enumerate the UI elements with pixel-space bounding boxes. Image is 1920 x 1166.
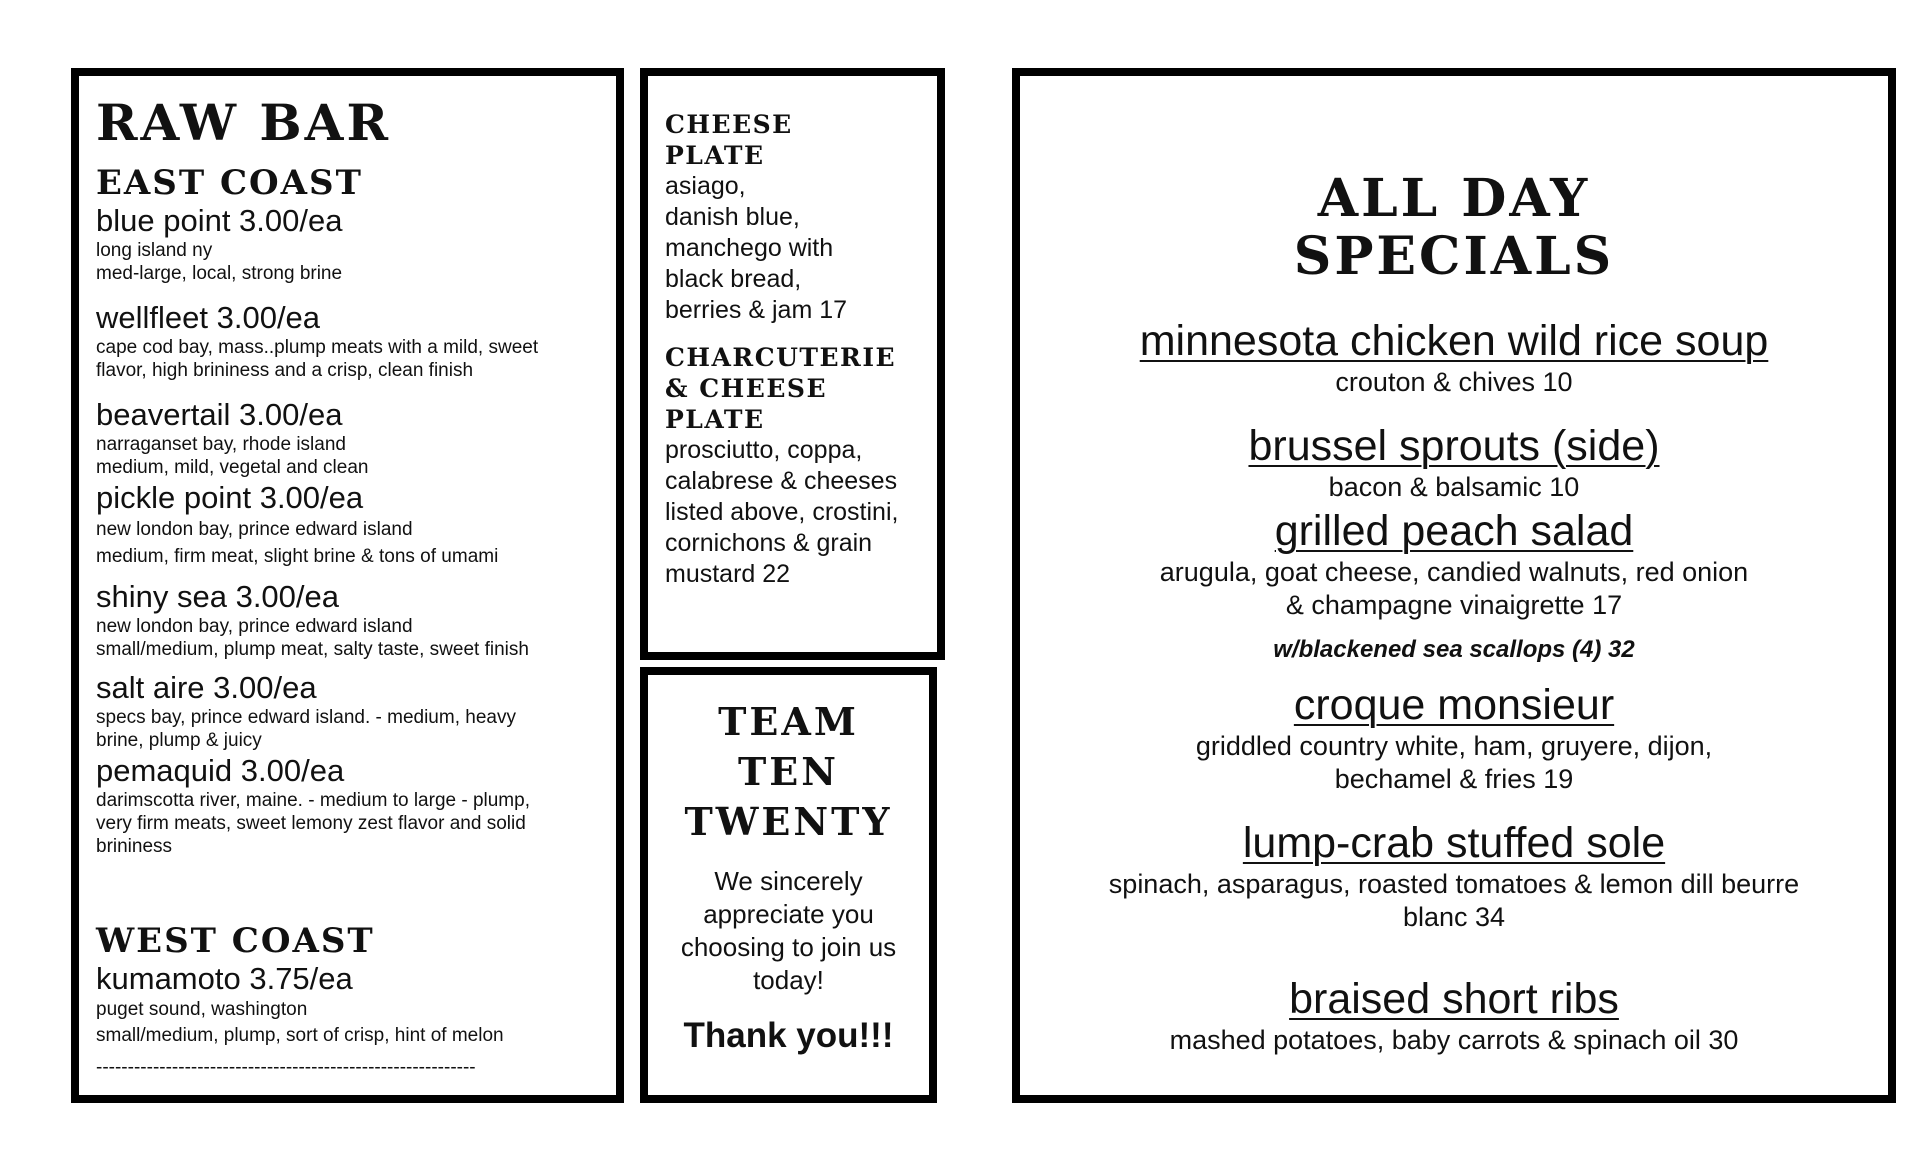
- cheese-panel: [640, 68, 945, 660]
- special-desc: bacon & balsamic 10: [1328, 472, 1580, 502]
- dashed-divider: ------------------------------------------------------------: [96, 1057, 476, 1078]
- special-item: [1020, 974, 1888, 1057]
- special-desc: spinach, asparagus, roasted tomatoes & lemon dill beurre blanc 34: [1108, 869, 1800, 932]
- oyster-name: kumamoto 3.75/ea: [96, 961, 353, 996]
- oyster-desc: darimscotta river, maine. - medium to large - plump, very firm meats, sweet lemony zest flavor and solid brininess: [96, 790, 530, 857]
- oyster-desc: narraganset bay, rhode island medium, mild, vegetal and clean: [96, 434, 369, 478]
- west-coast-title: WEST COAST: [96, 921, 375, 961]
- oyster-name: salt aire 3.00/ea: [96, 670, 317, 705]
- special-name: lump-crab stuffed sole: [1242, 819, 1666, 867]
- special-desc: crouton & chives 10: [1335, 367, 1573, 397]
- special-name: croque monsieur: [1293, 681, 1615, 729]
- oyster-item: [96, 578, 602, 661]
- oyster-name: wellfleet 3.00/ea: [96, 300, 321, 335]
- oyster-name: pickle point 3.00/ea: [96, 480, 364, 515]
- oyster-desc: puget sound, washington small/medium, plump, sort of crisp, hint of melon: [96, 999, 504, 1046]
- oyster-desc: new london bay, prince edward island small/medium, plump meat, salty taste, sweet finish: [96, 616, 529, 660]
- east-coast-title: EAST COAST: [96, 163, 363, 203]
- team-title: TEAM TEN TWENTY: [684, 699, 893, 844]
- special-item: [1020, 818, 1888, 934]
- oyster-item: [96, 669, 602, 752]
- oyster-item: [96, 396, 602, 479]
- special-extra: w/blackened sea scallops (4) 32: [1273, 636, 1635, 663]
- special-desc: griddled country white, ham, gruyere, dijon, bechamel & fries 19: [1195, 731, 1713, 794]
- charcuterie-plate-title: CHARCUTERIE & CHEESE PLATE: [665, 343, 897, 434]
- team-message: We sincerely appreciate you choosing to join us today!: [680, 866, 897, 995]
- oyster-desc: new london bay, prince edward island medium, firm meat, slight brine & tons of umami: [96, 519, 499, 567]
- specials-title: ALL DAY SPECIALS: [1293, 168, 1615, 287]
- thank-you-text: Thank you!!!: [683, 1016, 894, 1055]
- raw-bar-title: RAW BAR: [96, 93, 392, 152]
- cheese-plate-title: CHEESE PLATE: [665, 110, 793, 170]
- oyster-name: shiny sea 3.00/ea: [96, 579, 340, 614]
- special-desc: mashed potatoes, baby carrots & spinach oil 30: [1169, 1025, 1739, 1055]
- oyster-item: [96, 752, 602, 858]
- oyster-desc: long island ny med-large, local, strong brine: [96, 240, 343, 284]
- special-item: [1020, 506, 1888, 666]
- oyster-name: pemaquid 3.00/ea: [96, 753, 345, 788]
- specials-panel: [1012, 68, 1896, 1103]
- oyster-item: [96, 202, 602, 285]
- special-item: [1020, 421, 1888, 504]
- cheese-plate-desc: asiago, danish blue, manchego with black bread, berries & jam 17: [665, 172, 848, 324]
- special-desc: arugula, goat cheese, candied walnuts, red onion & champagne vinaigrette 17: [1159, 557, 1749, 620]
- charcuterie-plate-desc: prosciutto, coppa, calabrese & cheeses listed above, crostini, cornichons & grain mustard 22: [665, 436, 899, 588]
- oyster-name: beavertail 3.00/ea: [96, 397, 343, 432]
- special-item: [1020, 680, 1888, 796]
- oyster-name: blue point 3.00/ea: [96, 203, 343, 238]
- special-name: braised short ribs: [1289, 975, 1619, 1023]
- oyster-desc: specs bay, prince edward island. - medium, heavy brine, plump & juicy: [96, 707, 516, 751]
- raw-bar-panel: [71, 68, 624, 1103]
- special-name: minnesota chicken wild rice soup: [1139, 317, 1769, 365]
- oyster-desc: cape cod bay, mass..plump meats with a mild, sweet flavor, high brininess and a crisp, clean finish: [96, 337, 539, 381]
- oyster-item: [96, 960, 602, 1049]
- oyster-item: [96, 299, 602, 382]
- special-name: grilled peach salad: [1274, 507, 1634, 555]
- special-name: brussel sprouts (side): [1248, 422, 1660, 470]
- special-item: [1020, 316, 1888, 399]
- oyster-item: [96, 479, 602, 570]
- team-panel: [640, 667, 937, 1103]
